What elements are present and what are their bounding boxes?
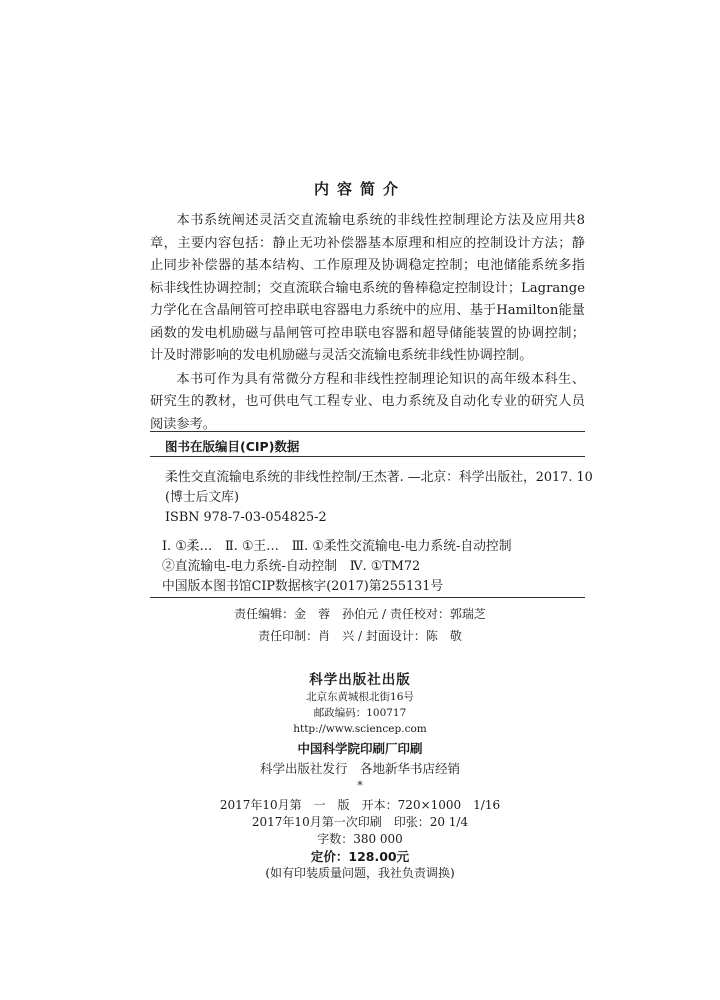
word-count: 字数：380 000 xyxy=(317,832,403,846)
intro-title: 内容简介 xyxy=(313,180,406,198)
printer: 中国科学院印刷厂印刷 xyxy=(297,741,423,756)
separator-star: * xyxy=(357,779,363,792)
cip-subject-2: ②直流输电-电力系统-自动控制 Ⅳ. ①TM72 xyxy=(162,559,421,574)
cip-citation: 柔性交直流输电系统的非线性控制/王杰著. —北京：科学出版社，2017. 10 xyxy=(165,470,593,485)
credits-editors: 责任编辑：金 蓉 孙伯元 / 责任校对：郭瑞芝 xyxy=(234,607,486,621)
cip-bottom-rule xyxy=(150,597,585,598)
cip-top-rule xyxy=(150,431,585,432)
publisher-url: http://www.sciencep.com xyxy=(293,723,427,735)
cip-series: (博士后文库) xyxy=(165,490,239,505)
cip-block xyxy=(150,468,593,597)
distribution: 科学出版社发行 各地新华书店经销 xyxy=(259,761,460,776)
credits-production: 责任印制：肖 兴 / 封面设计：陈 敬 xyxy=(258,629,462,643)
cip-subject-1: Ⅰ. ①柔… Ⅱ. ①王… Ⅲ. ①柔性交流输电-电力系统-自动控制 xyxy=(162,539,512,554)
intro-paragraph-1: 本书系统阐述灵活交直流输电系统的非线性控制理论方法及应用共8章，主要内容包括：静止无功补偿器基本原理和相应的控制设计方法；静止同步补偿器的基本结构、工作原理及协调稳定控制；电池储能系统多指标非线性协调控制；交直流联合输电系统的鲁棒稳定控制设计；Lagrange力学化在含晶闸管可控串联电容器电力系统中的应用、基于Hamilton能量函数的发电机励磁与晶闸管可控串联电容器和超导储能装置的协调控制；计及时滞影响的发电机励磁与灵活交流输电系统非线性协调控制。 xyxy=(150,213,585,363)
quality-note: (如有印装质量问题，我社负责调换) xyxy=(265,866,455,880)
publisher-zip: 邮政编码：100717 xyxy=(313,707,407,719)
cip-header-rule xyxy=(150,456,585,457)
cip-isbn: ISBN 978-7-03-054825-2 xyxy=(165,510,327,525)
publisher-name: 科学出版社出版 xyxy=(309,672,411,688)
cip-title: 图书在版编目(CIP)数据 xyxy=(165,439,300,454)
publisher-address: 北京东黄城根北街16号 xyxy=(306,691,414,703)
cip-number: 中国版本图书馆CIP数据核字(2017)第255131号 xyxy=(162,579,444,594)
intro-body xyxy=(150,210,585,436)
price: 定价：128.00元 xyxy=(310,849,410,864)
edition-info: 2017年10月第 一 版 开本：720×1000 1/16 xyxy=(219,798,501,812)
intro-paragraph-2: 本书可作为具有常微分方程和非线性控制理论知识的高年级本科生、研究生的教材，也可供电气工程专业、电力系统及自动化专业的研究人员阅读参考。 xyxy=(150,371,585,432)
impression-info: 2017年10月第一次印刷 印张：20 1/4 xyxy=(251,815,469,829)
